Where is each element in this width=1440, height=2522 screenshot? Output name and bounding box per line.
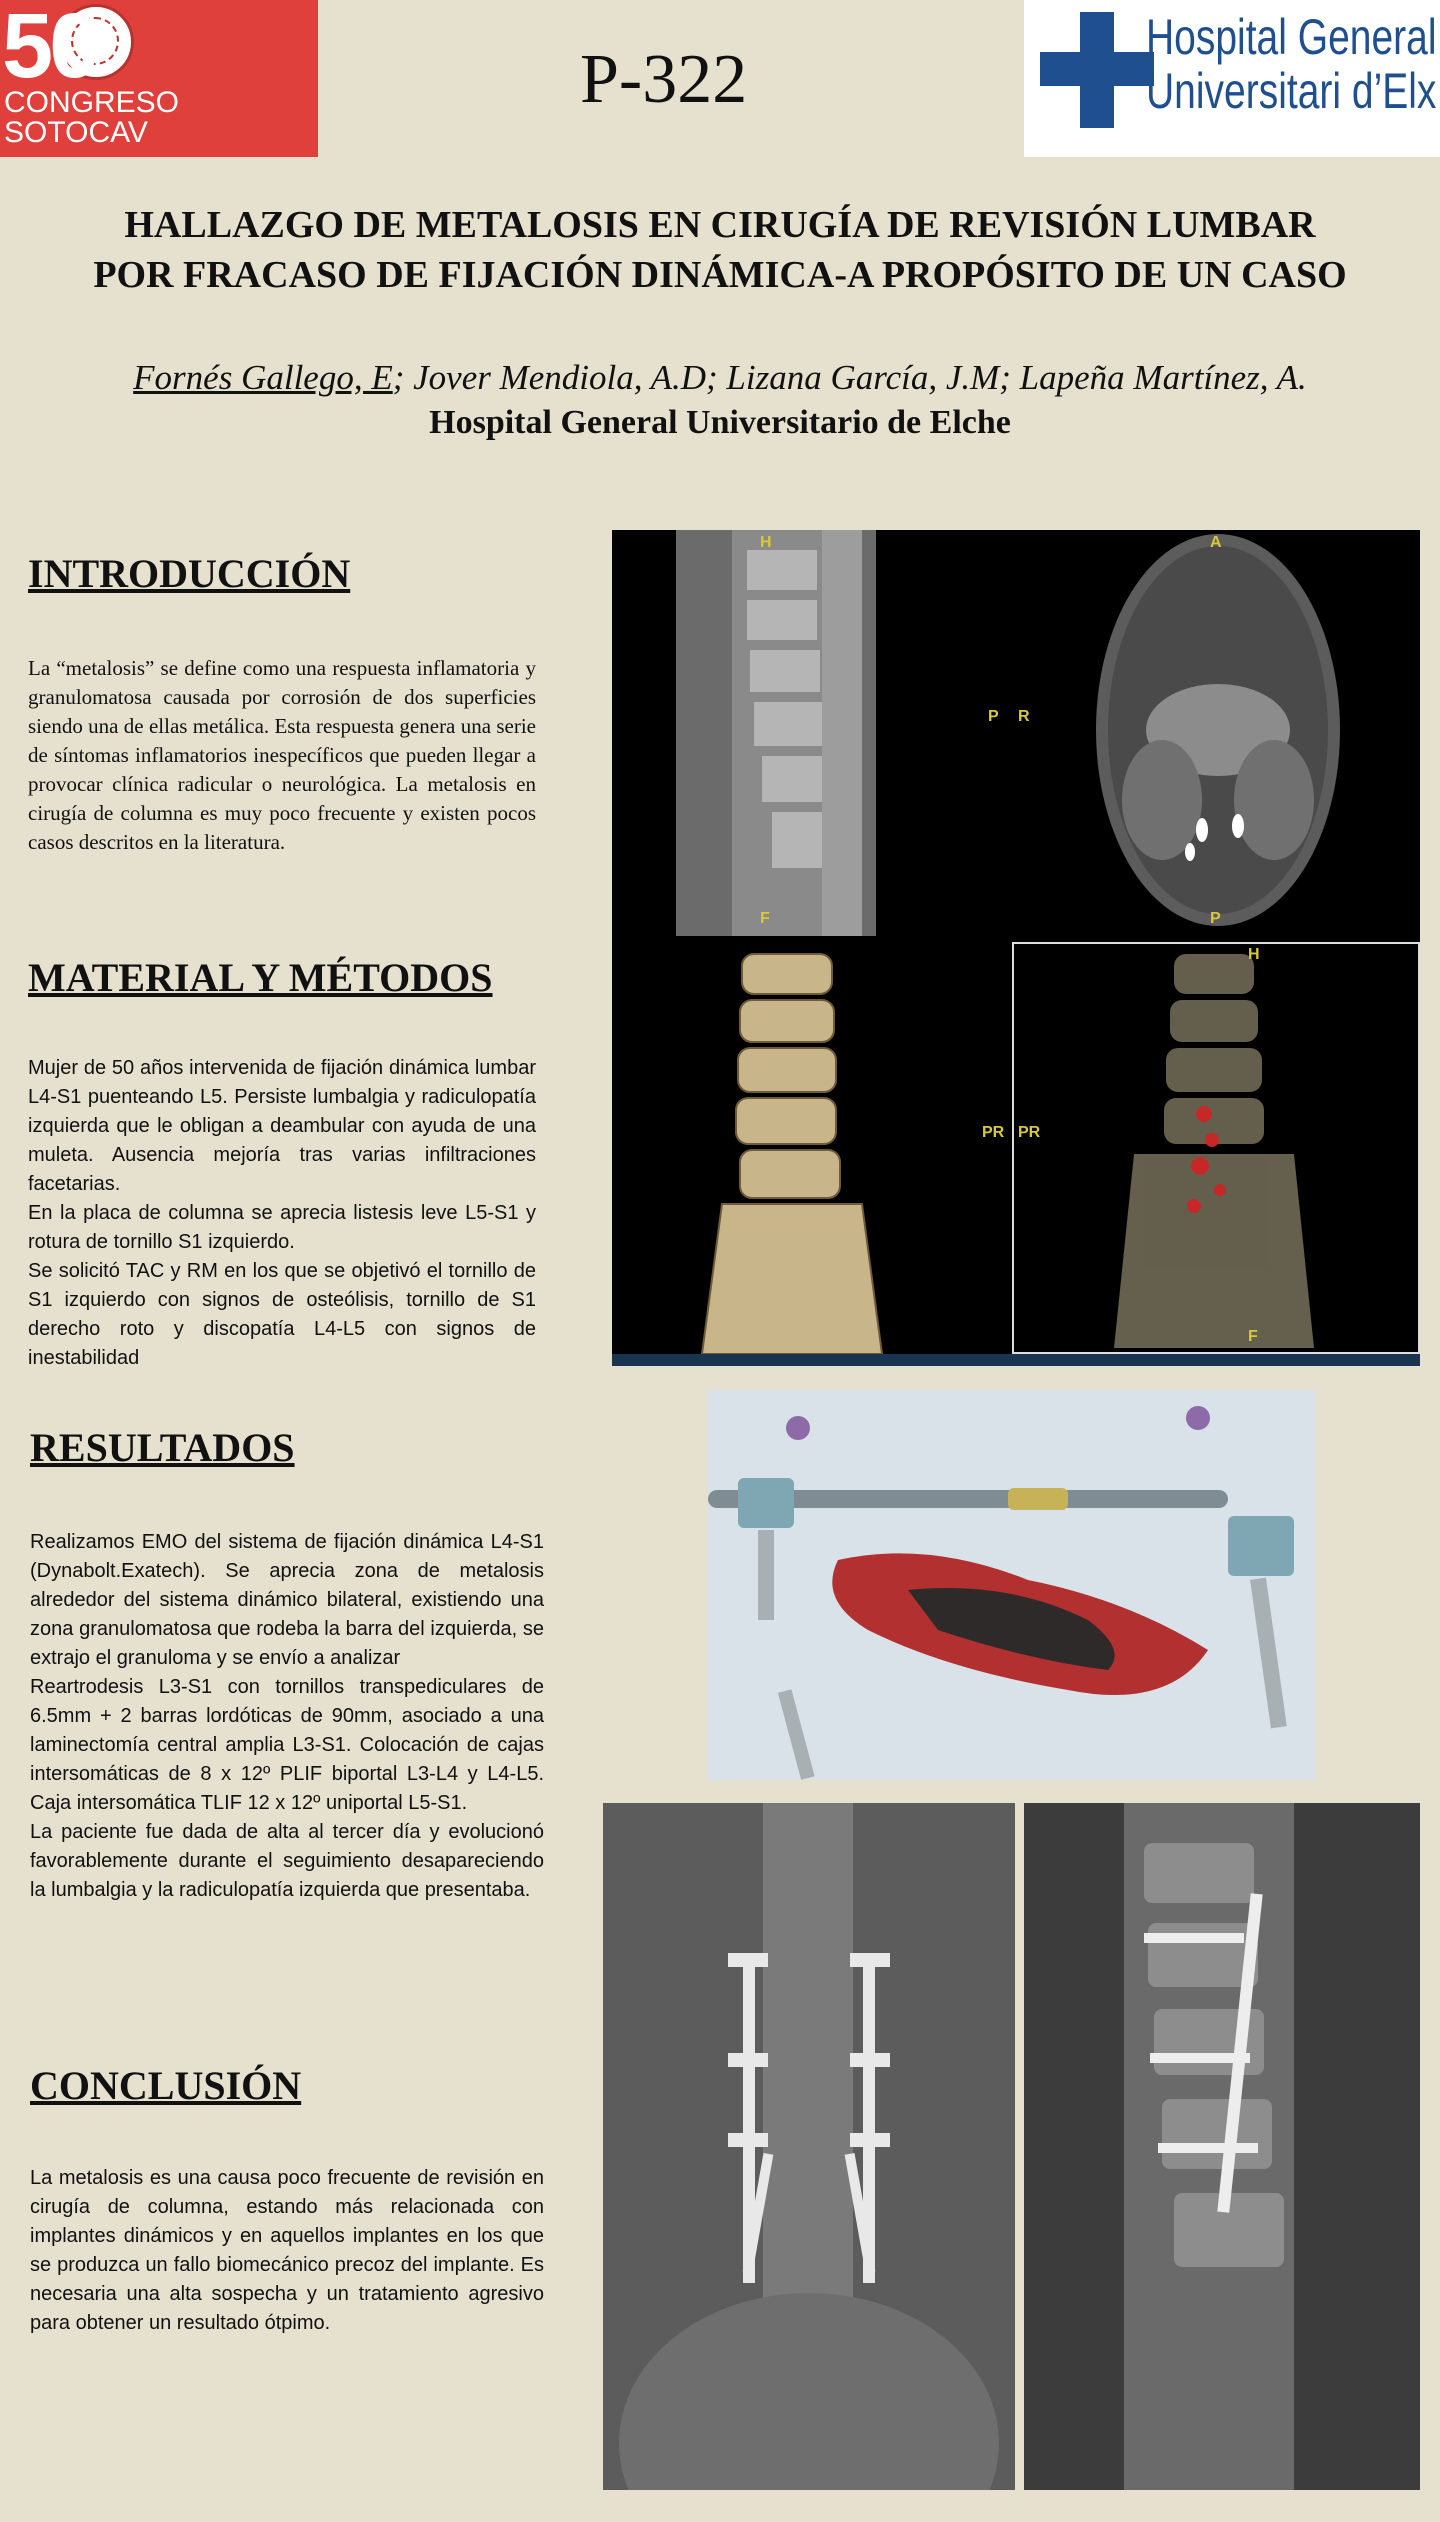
cross-icon-bar (1040, 52, 1154, 86)
ct-sagittal-drawing (612, 530, 1004, 936)
methods-paragraph: En la placa de columna se aprecia listesis leve L5-S1 y rotura de tornillo S1 izquierdo. (28, 1202, 536, 1253)
marker-pr: PR (982, 1124, 1004, 1141)
results-paragraph: Realizamos EMO del sistema de fijación dinámica L4-S1 (Dynabolt.Exatech). Se aprecia zona de metalosis alrededor del sistema dinámico bilateral, existiendo una zona granulomatosa que rodeba la barra del izquierda, se extrajo el granuloma y se envío a analizar (30, 1531, 544, 1669)
ct-3d-soft-drawing (1014, 944, 1418, 1352)
title-line-1: HALLAZGO DE METALOSIS EN CIRUGÍA DE REVISIÓN LUMBAR (124, 204, 1316, 246)
methods-paragraph: Se solicitó TAC y RM en los que se objetivó el tornillo de S1 izquierdo con signos de osteólisis, tornillo de S1 derecho roto y discopatía L4-L5 con signos de inestabilidad (28, 1260, 536, 1369)
results-paragraph: Reartrodesis L3-S1 con tornillos transpediculares de 6.5mm + 2 barras lordóticas de 90mm, asociado a una laminectomía central amplia L3-S1. Colocación de cajas intersomáticas de 8 x 12º PLIF biportal L3-L4 y L4-L5. Caja intersomática TLIF 12 x 12º uniportal L5-S1. (30, 1676, 544, 1814)
ct-axial-image (1012, 530, 1420, 936)
first-author: Fornés Gallego, E (133, 358, 393, 397)
methods-heading: MATERIAL Y MÉTODOS (28, 955, 493, 1000)
postop-xray-lateral-drawing (1024, 1803, 1420, 2490)
ct-imaging-panel (612, 530, 1420, 1366)
other-authors: ; Jover Mendiola, A.D; Lizana García, J.M; Lapeña Martínez, A. (392, 358, 1307, 397)
marker-p: P (1210, 910, 1221, 927)
poster-code: P-322 (580, 41, 748, 118)
intro-text: La “metalosis” se define como una respuesta inflamatoria y granulomatosa causada por corrosión de dos superficies siendo una de ellas metálica. Esta respuesta genera una serie de síntomas inflamatorios inespecíficos que pueden llegar a provocar clínica radicular o neurológica. La metalosis en cirugía de columna es muy poco frecuente y existen pocos casos descritos en la literatura. (28, 656, 536, 854)
postop-xray-ap (603, 1803, 1015, 2490)
ct-3d-bone-drawing (612, 944, 1004, 1354)
results-heading: RESULTADOS (30, 1425, 295, 1470)
hospital-logo-line2: Universitari d’Elx (1146, 63, 1437, 119)
marker-pr: PR (1018, 1124, 1041, 1141)
marker-f: F (760, 910, 770, 927)
marker-p: P (988, 708, 999, 725)
intro-heading: INTRODUCCIÓN (28, 551, 351, 596)
methods-paragraph: Mujer de 50 años intervenida de fijación dinámica lumbar L4-S1 puenteando L5. Persiste lumbalgia y radiculopatía izquierda que le obligan a deambular con ayuda de una muleta. Ausencia mejoría tras varias infiltraciones facetarias. (28, 1057, 536, 1195)
ct-sagittal-image (612, 530, 1004, 936)
affiliation: Hospital General Universitario de Elche (429, 404, 1011, 441)
ct-3d-soft-image (1012, 942, 1420, 1354)
ct-3d-bone-image (612, 944, 1004, 1354)
marker-a: A (1210, 534, 1222, 551)
ct-axial-drawing (1012, 530, 1420, 936)
marker-h: H (760, 534, 772, 551)
poster-title (0, 200, 1440, 300)
postop-xray-ap-drawing (603, 1803, 1015, 2490)
congress-logo (0, 0, 318, 157)
marker-h: H (1248, 946, 1260, 963)
results-paragraph: La paciente fue dada de alta al tercer día y evolucionó favorablemente durante el seguimiento desapareciendo la lumbalgia y la radiculopatía izquierda que presentaba. (30, 1821, 544, 1901)
authors (0, 358, 1440, 398)
hospital-logo-line1: Hospital General (1146, 9, 1437, 65)
marker-f: F (1248, 1328, 1258, 1345)
explant-photo (708, 1390, 1316, 1780)
congress-logo-number: 50 (2, 0, 97, 97)
title-line-2: POR FRACASO DE FIJACIÓN DINÁMICA-A PROPÓSITO DE UN CASO (93, 254, 1347, 296)
hospital-logo (1024, 0, 1440, 157)
postop-xray-lateral (1024, 1803, 1420, 2490)
marker-r: R (1018, 708, 1030, 725)
methods-text (28, 1054, 536, 1373)
congress-logo-line2: SOTOCAV (4, 116, 148, 149)
conclusion-text: La metalosis es una causa poco frecuente de revisión en cirugía de columna, estando más relacionada con implantes dinámicos y en aquellos implantes en los que se produzca un fallo biomecánico precoz del implante. Es necesaria una alta sospecha y un tratamiento agresivo para obtener un resultado ótpimo. (30, 2167, 544, 2334)
congress-logo-line1: CONGRESO (4, 86, 180, 119)
viewer-status-bar (612, 1354, 1420, 1366)
results-text (30, 1528, 544, 1905)
explant-photo-drawing (708, 1390, 1316, 1780)
conclusion-heading: CONCLUSIÓN (30, 2063, 302, 2108)
